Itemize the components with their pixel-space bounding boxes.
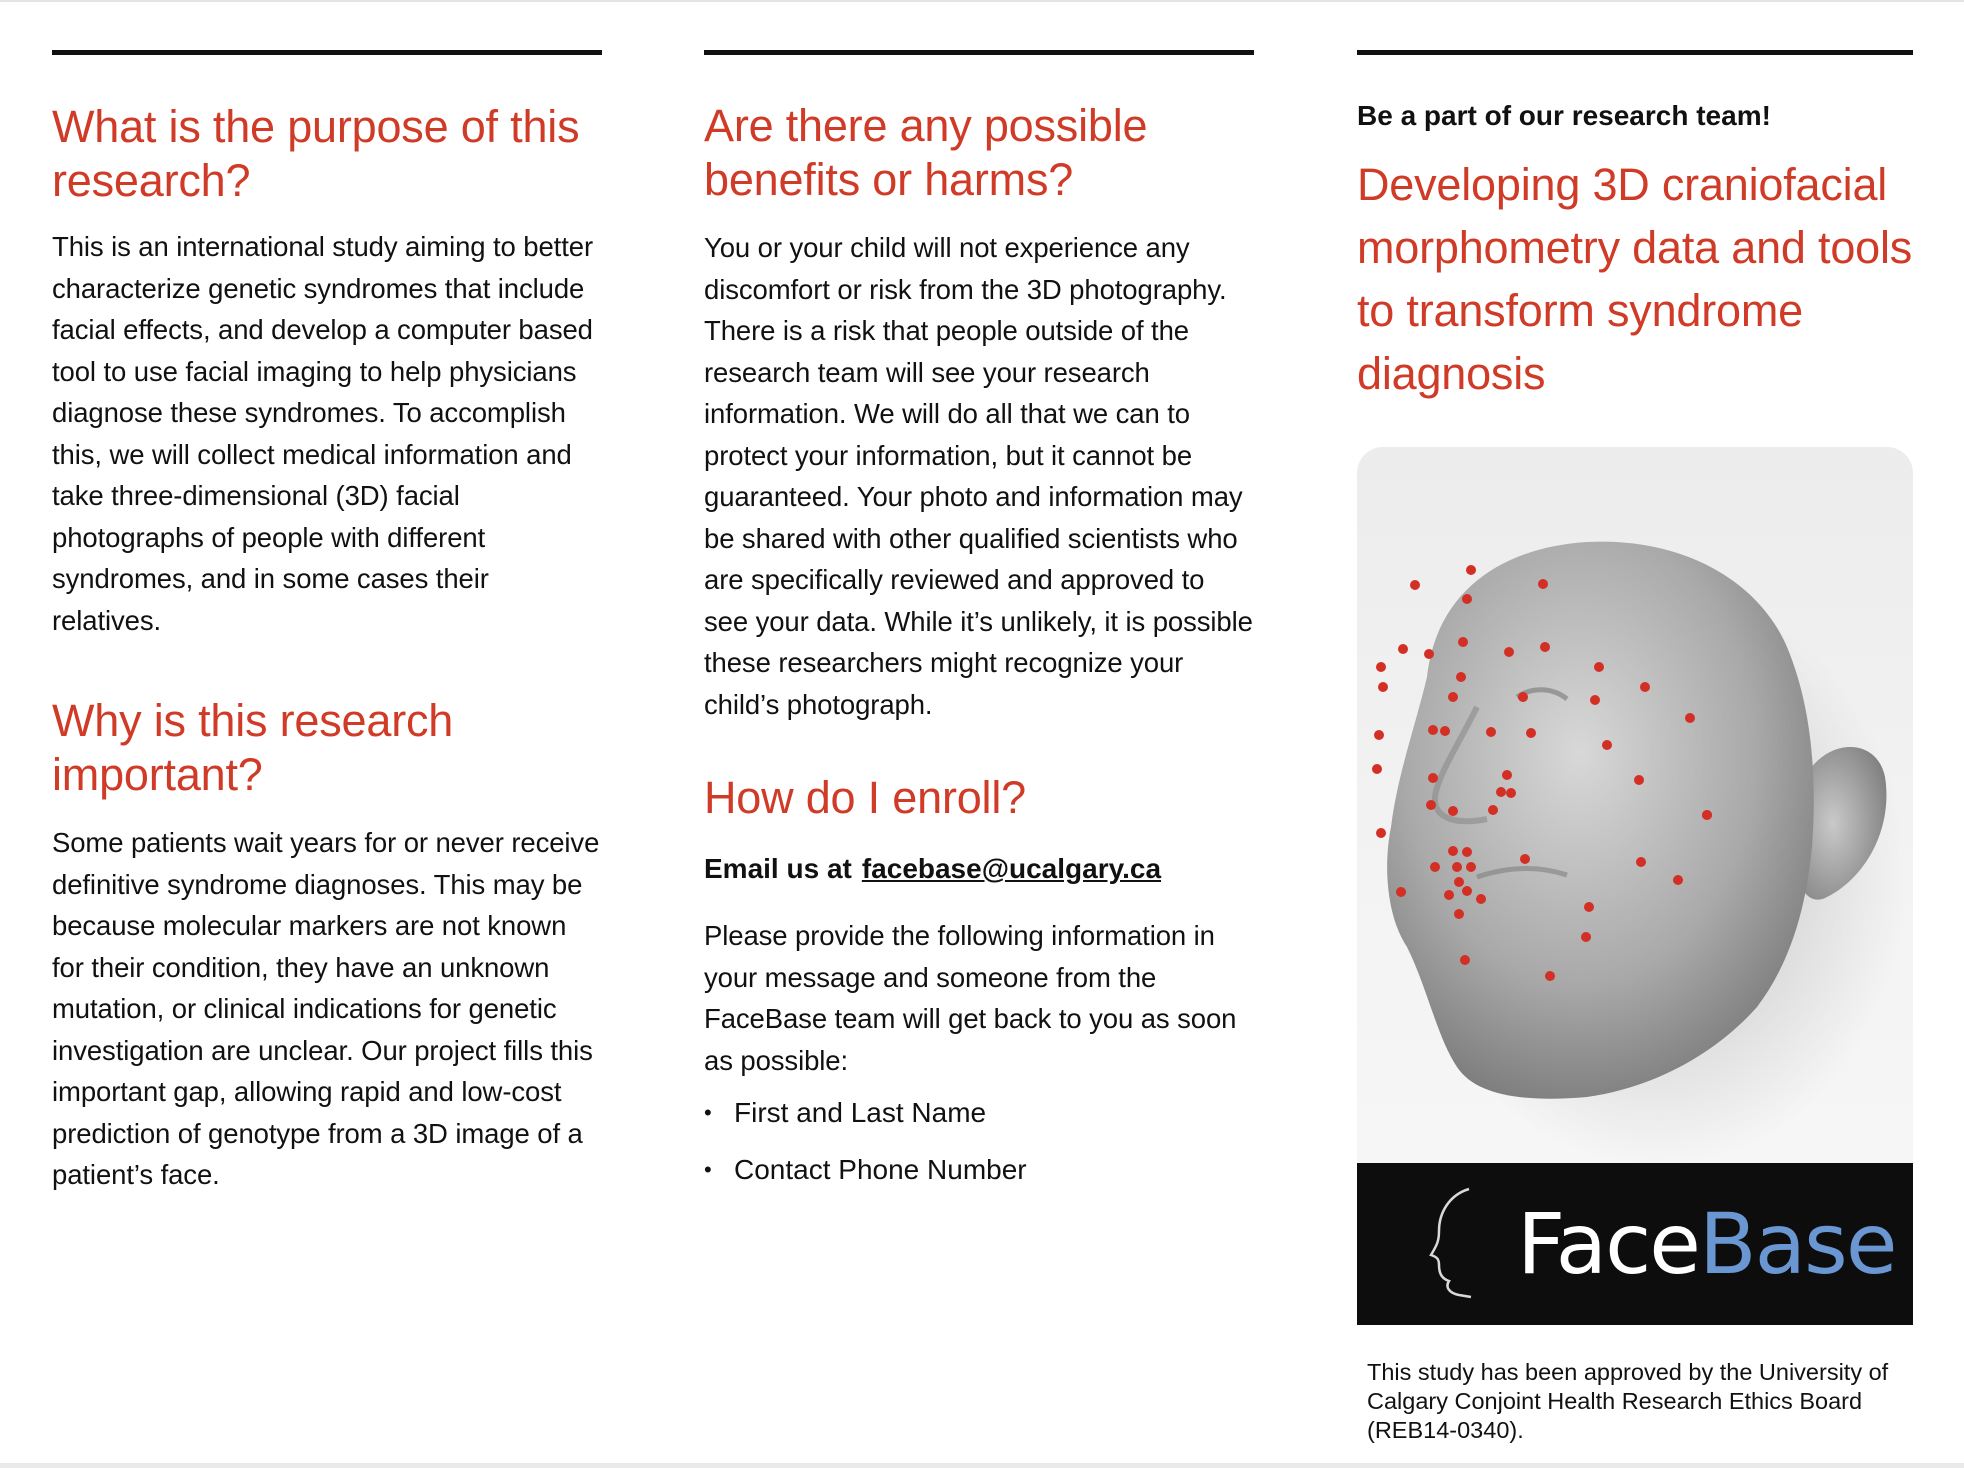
landmark-dot — [1448, 806, 1458, 816]
landmark-dot — [1424, 649, 1434, 659]
landmark-dot — [1454, 909, 1464, 919]
landmark-dot — [1518, 692, 1528, 702]
landmark-dot — [1602, 740, 1612, 750]
section-rule — [1357, 50, 1913, 55]
landmark-dot — [1426, 800, 1436, 810]
landmark-dot — [1640, 682, 1650, 692]
landmark-dot — [1376, 662, 1386, 672]
landmark-dot — [1584, 902, 1594, 912]
importance-heading: Why is this research important? — [52, 695, 454, 800]
landmark-dot — [1540, 642, 1550, 652]
facebase-logo-banner — [1357, 1163, 1913, 1325]
benefits-heading: Are there any possible benefits or harms? — [704, 100, 1148, 205]
landmark-dot — [1466, 862, 1476, 872]
landmark-dot — [1685, 713, 1695, 723]
column-cover — [1357, 50, 1913, 405]
enroll-heading: How do I enroll? — [704, 772, 1026, 823]
landmark-dot — [1520, 854, 1530, 864]
landmark-dot — [1448, 692, 1458, 702]
list-item-label: First and Last Name — [734, 1097, 987, 1128]
landmark-dot — [1488, 805, 1498, 815]
importance-paragraph: Some patients wait years for or never receive definitive syndrome diagnoses. This may be because molecular markers are not known for their condition, they have an unknown mutation, or clinical indications for genetic investigation are unclear. Our project fills this important gap, allowing rapid and low-cost prediction of genotype from a 3D image of a patient’s face. — [52, 827, 600, 1190]
landmark-dot — [1374, 730, 1384, 740]
face-profile-icon — [1427, 1185, 1483, 1301]
landmark-dot — [1460, 955, 1470, 965]
landmark-dot — [1448, 846, 1458, 856]
landmark-dot — [1634, 775, 1644, 785]
landmark-dot — [1458, 637, 1468, 647]
landmark-dot — [1428, 773, 1438, 783]
landmark-dot — [1378, 682, 1388, 692]
landmark-dot — [1398, 644, 1408, 654]
list-item — [704, 1095, 1254, 1131]
list-item — [704, 1152, 1254, 1188]
email-line — [704, 851, 1254, 887]
list-item-label: Contact Phone Number — [734, 1154, 1027, 1185]
cover-title: Developing 3D craniofacial morphometry data and tools to transform syndrome diagnosis — [1357, 159, 1913, 399]
email-prefix: Email us at — [704, 853, 852, 884]
required-info-list — [704, 1095, 1254, 1188]
landmark-dot — [1673, 875, 1683, 885]
landmark-dot — [1590, 695, 1600, 705]
logo-text-face: Face — [1517, 1195, 1699, 1293]
landmark-dot — [1462, 886, 1472, 896]
ethics-approval-note: This study has been approved by the University of Calgary Conjoint Health Research Ethics Board (REB14-0340). — [1367, 1359, 1889, 1443]
purpose-heading: What is the purpose of this research? — [52, 101, 580, 206]
landmark-dot — [1504, 647, 1514, 657]
column-purpose — [52, 50, 602, 1196]
bullet-icon: • — [704, 1157, 712, 1182]
landmark-dot — [1526, 728, 1536, 738]
purpose-paragraph: This is an international study aiming to better characterize genetic syndromes that include facial effects, and develop a computer based tool to use facial imaging to help physicians diagnose these syndromes. To accomplish this, we will collect medical information and take three-dimensional (3D) facial photographs of people with different syndromes, and in some cases their relatives. — [52, 231, 594, 636]
landmark-dot — [1506, 788, 1516, 798]
landmark-dot — [1476, 894, 1486, 904]
landmark-dot — [1456, 672, 1466, 682]
facebase-logo-text — [1517, 1195, 1896, 1293]
landmark-dot — [1496, 787, 1506, 797]
landmark-dot — [1444, 890, 1454, 900]
email-link[interactable]: facebase@ucalgary.ca — [861, 853, 1162, 884]
section-rule — [52, 50, 602, 55]
face-scan-image — [1357, 447, 1913, 1163]
landmark-dot — [1486, 727, 1496, 737]
landmark-dot — [1462, 594, 1472, 604]
column-benefits — [704, 50, 1254, 1209]
landmark-dot — [1636, 857, 1646, 867]
landmark-dot — [1462, 847, 1472, 857]
landmark-dot — [1430, 862, 1440, 872]
tagline: Be a part of our research team! — [1357, 100, 1771, 131]
landmark-dot — [1581, 932, 1591, 942]
benefits-paragraph: You or your child will not experience any discomfort or risk from the 3D photography. There is a risk that people outside of the research team will see your research information. We will do all that we can to protect your information, but it cannot be guaranteed. Your photo and information may be shared with other qualified scientists who are specifically reviewed and approved to see your data. While it’s unlikely, it is possible these researchers might recognize your child’s photograph. — [704, 232, 1253, 720]
landmark-dot — [1594, 662, 1604, 672]
landmark-dot — [1410, 580, 1420, 590]
landmark-dot — [1452, 862, 1462, 872]
bullet-icon: • — [704, 1100, 712, 1125]
landmark-dot — [1396, 887, 1406, 897]
section-rule — [704, 50, 1254, 55]
face-scan-illustration — [1357, 447, 1913, 1163]
bottom-border — [0, 1463, 1964, 1468]
landmark-dot — [1702, 810, 1712, 820]
landmark-dot — [1428, 725, 1438, 735]
top-border — [0, 0, 1964, 2]
landmark-dot — [1538, 579, 1548, 589]
landmark-dot — [1376, 828, 1386, 838]
landmark-dot — [1502, 770, 1512, 780]
landmark-dot — [1454, 877, 1464, 887]
logo-text-base: Base — [1698, 1195, 1896, 1293]
landmark-dot — [1545, 971, 1555, 981]
landmark-dot — [1372, 764, 1382, 774]
landmark-dot — [1440, 726, 1450, 736]
enroll-paragraph: Please provide the following information in your message and someone from the FaceBase team will get back to you as soon as possible: — [704, 920, 1237, 1076]
landmark-dot — [1466, 565, 1476, 575]
